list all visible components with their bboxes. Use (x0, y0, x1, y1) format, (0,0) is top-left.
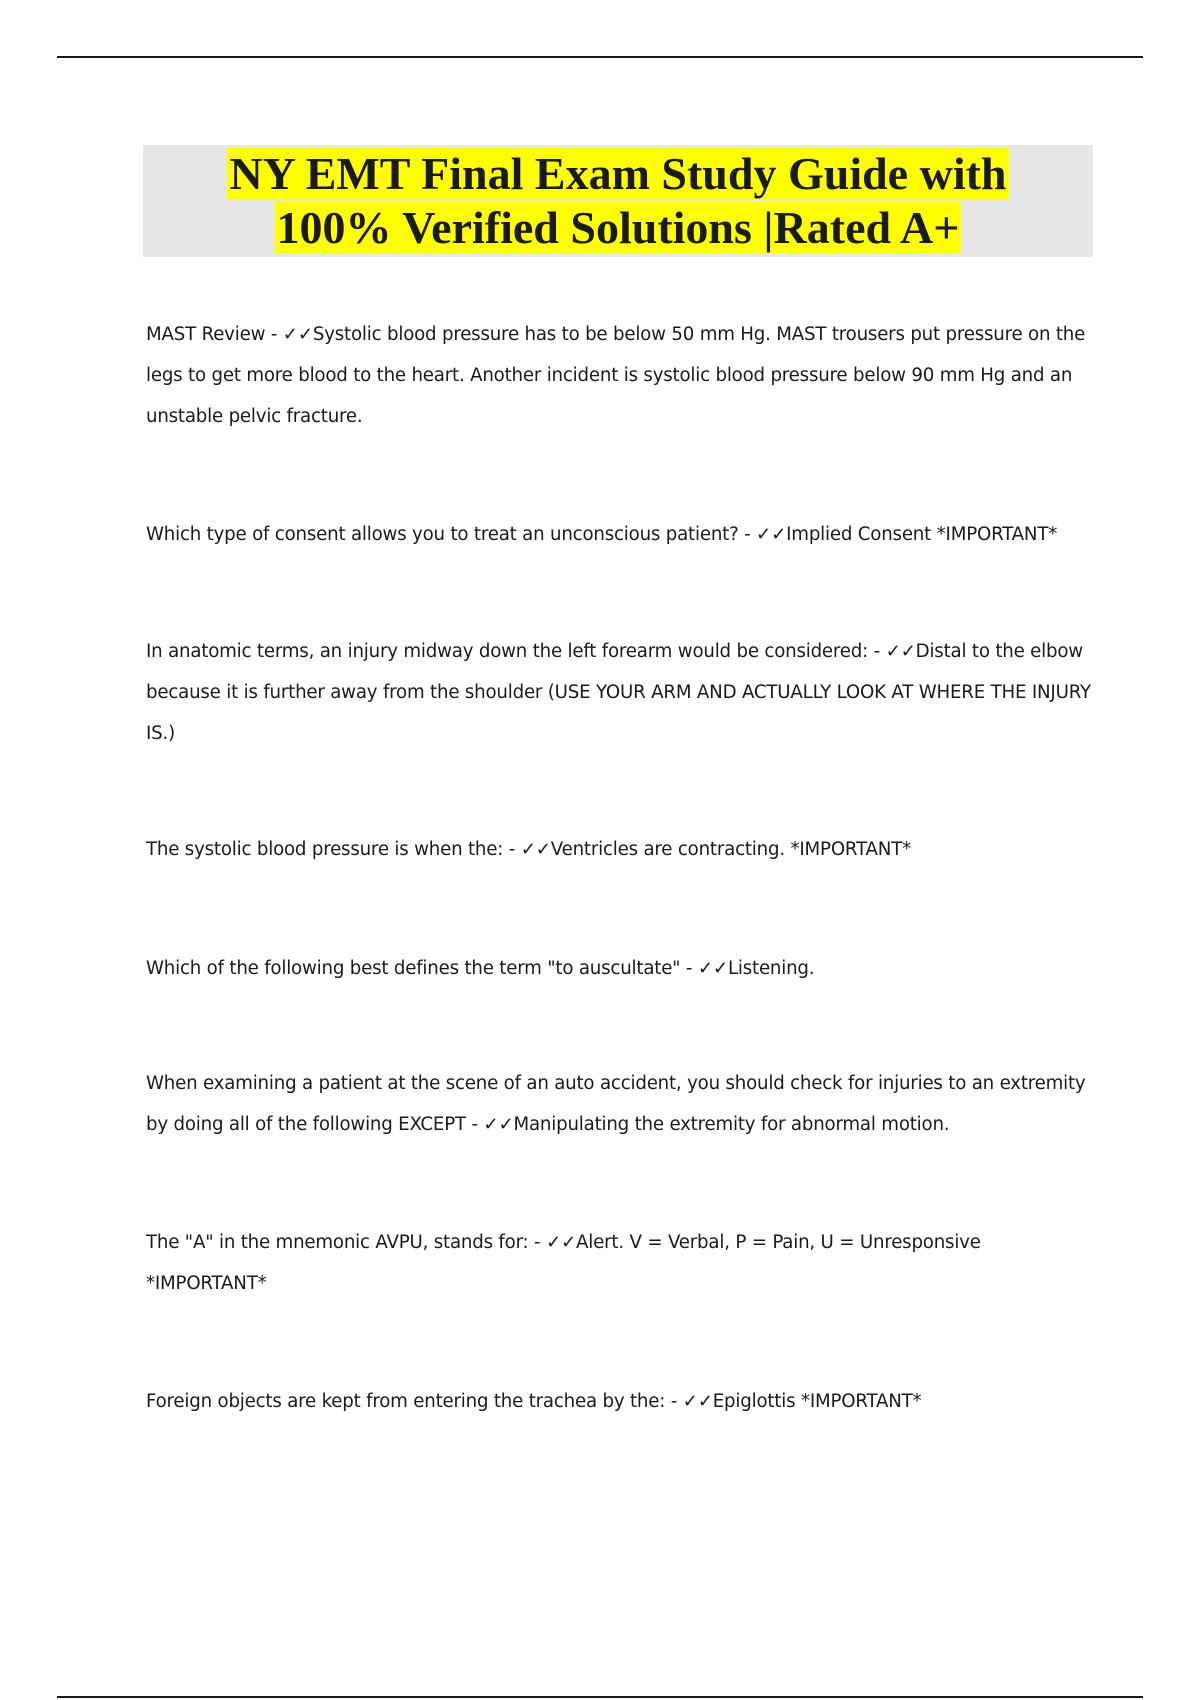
qa-item-extremity-exam: When examining a patient at the scene of an auto accident, you should check for injuries to an extremity by doing all of the following EXCEPT - ✓✓Manipulating the extremity for abnormal motion. (146, 1073, 1086, 1135)
title-line-2: 100% Verified Solutions |Rated A+ (276, 202, 960, 253)
qa-item-auscultate: Which of the following best defines the term "to auscultate" - ✓✓Listening. (146, 958, 815, 979)
header-rule (57, 56, 1143, 58)
document-title (143, 145, 1093, 257)
qa-item-anatomic-terms: In anatomic terms, an injury midway down the left forearm would be considered: - ✓✓Distal to the elbow because it is further away from the shoulder (USE YOUR ARM AND ACTUALLY LOOK AT WHERE THE INJURY IS.) (146, 641, 1091, 744)
qa-item-mast-review: MAST Review - ✓✓Systolic blood pressure has to be below 50 mm Hg. MAST trousers put pressure on the legs to get more blood to the heart. Another incident is systolic blood pressure below 90 mm Hg and an unstable pelvic fracture. (146, 324, 1086, 427)
qa-item-implied-consent: Which type of consent allows you to treat an unconscious patient? - ✓✓Implied Consent *IMPORTANT* (146, 524, 1058, 545)
qa-item-systolic-pressure: The systolic blood pressure is when the: - ✓✓Ventricles are contracting. *IMPORTANT* (146, 839, 911, 860)
qa-item-avpu: The "A" in the mnemonic AVPU, stands for: - ✓✓Alert. V = Verbal, P = Pain, U = Unresponsive *IMPORTANT* (146, 1232, 981, 1294)
title-line-1: NY EMT Final Exam Study Guide with (229, 148, 1007, 199)
footer-rule (57, 1696, 1143, 1698)
qa-item-epiglottis: Foreign objects are kept from entering the trachea by the: - ✓✓Epiglottis *IMPORTANT* (146, 1391, 922, 1412)
